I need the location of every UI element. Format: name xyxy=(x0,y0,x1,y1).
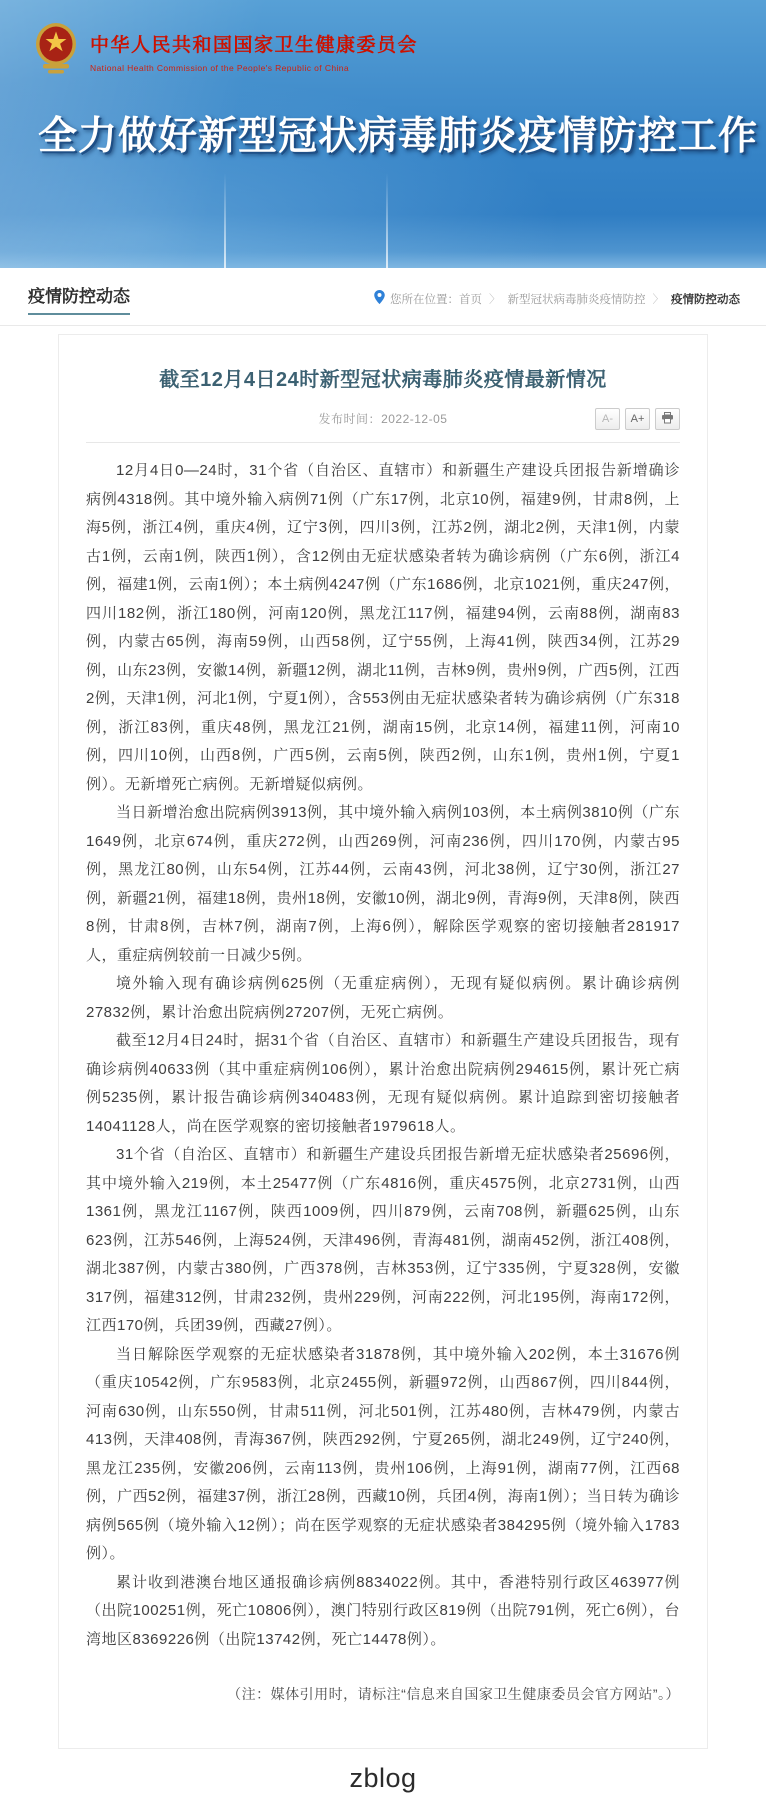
site-header xyxy=(0,0,766,81)
citation-note: （注：媒体引用时，请标注“信息来自国家卫生健康委员会官方网站”。） xyxy=(227,1686,680,1702)
article-toolbar xyxy=(595,408,680,430)
article-paragraph: 当日解除医学观察的无症状感染者31878例，其中境外输入202例，本土31676例（重庆10542例，广东9583例，北京2455例，新疆972例，山西867例，四川844例，河南630例，山东550例，甘肃511例，河北501例，江苏480例，吉林479例，内蒙古413例，天津408例，青海367例，陕西292例，宁夏265例，湖北249例，辽宁240例，黑龙江235例，安徽206例，云南113例，贵州106例，上海91例，湖南77例，江西68例，广西52例，福建37例，浙江28例，西藏10例，兵团4例，海南1例）；当日转为确诊病例565例（境外输入12例）；尚在医学观察的无症状感染者384295例（境外输入1783例）。 xyxy=(86,1345,680,1562)
breadcrumb-item-home[interactable]: 首页 xyxy=(459,293,482,306)
printer-icon xyxy=(661,412,674,427)
section-title: 疫情防控动态 xyxy=(28,282,130,315)
breadcrumb-item-current: 疫情防控动态 xyxy=(671,293,740,306)
article-title: 截至12月4日24时新型冠状病毒肺炎疫情最新情况 xyxy=(159,369,607,391)
breadcrumb-separator: 〉 xyxy=(489,293,501,306)
hero-banner xyxy=(0,0,766,268)
banner-slogan: 全力做好新型冠状病毒肺炎疫情防控工作 xyxy=(38,115,759,158)
site-title-en: National Health Commission of the People's Republic of China xyxy=(90,63,350,73)
article-paragraph: 累计收到港澳台地区通报确诊病例8834022例。其中，香港特别行政区463977例（出院100251例，死亡10806例），澳门特别行政区819例（出院791例，死亡6例），台湾地区8369226例（出院13742例，死亡14478例）。 xyxy=(86,1573,680,1648)
banner-light-streak xyxy=(224,173,226,268)
footer-text: zblog xyxy=(349,1763,417,1793)
banner-light-streak xyxy=(386,173,388,268)
breadcrumb-separator: 〉 xyxy=(652,293,664,306)
national-emblem-icon[interactable] xyxy=(34,22,78,81)
article-paragraph: 境外输入现有确诊病例625例（无重症病例），无现有疑似病例。累计确诊病例27832例，累计治愈出院病例27207例，无死亡病例。 xyxy=(86,975,680,1021)
site-title-cn: 中华人民共和国国家卫生健康委员会 xyxy=(90,35,419,56)
article-paragraph: 12月4日0—24时，31个省（自治区、直辖市）和新疆生产建设兵团报告新增确诊病例4318例。其中境外输入病例71例（广东17例，北京10例，福建9例，甘肃8例，上海5例，浙江4例，重庆4例，辽宁3例，四川3例，江苏2例，湖北2例，天津1例，内蒙古1例，云南1例，陕西1例），含12例由无症状感染者转为确诊病例（广东6例，浙江4例，福建1例，云南1例）；本土病例4247例（广东1686例，北京1021例，重庆247例，四川182例，浙江180例，河南120例，黑龙江117例，福建94例，云南88例，湖南83例，内蒙古65例，海南59例，山西58例，辽宁55例，上海41例，陕西34例，江苏29例，山东23例，安徽14例，新疆12例，湖北11例，吉林9例，贵州9例，广西5例，江西2例，天津1例，河北1例，宁夏1例），含553例由无症状感染者转为确诊病例（广东318例，浙江83例，重庆48例，黑龙江21例，湖南15例，北京14例，福建11例，河南10例，四川10例，山西8例，广西5例，云南5例，陕西2例，山东1例，贵州1例，宁夏1例）。无新增死亡病例。无新增疑似病例。 xyxy=(86,462,680,793)
article-meta-row xyxy=(86,410,680,443)
site-title-block xyxy=(90,30,418,73)
publish-time: 发布时间：2022-12-05 xyxy=(318,412,448,426)
article-paragraph: 当日新增治愈出院病例3913例，其中境外输入病例103例，本土病例3810例（广东1649例，北京674例，重庆272例，山西269例，河南236例，四川170例，内蒙古95例，黑龙江80例，山东54例，江苏44例，云南43例，河北38例，辽宁30例，浙江27例，新疆21例，福建18例，贵州18例，安徽10例，湖北9例，青海9例，天津8例，陕西8例，甘肃8例，吉林7例，湖南7例，上海6例），解除医学观察的密切接触者281917人，重症病例较前一日减少5例。 xyxy=(86,804,680,964)
breadcrumb xyxy=(374,290,740,307)
font-larger-button[interactable]: A+ xyxy=(625,408,650,430)
article-card xyxy=(58,334,708,1749)
article-paragraph: 31个省（自治区、直辖市）和新疆生产建设兵团报告新增无症状感染者25696例，其中境外输入219例，本土25477例（广东4816例，重庆4575例，北京2731例，山西1361例，黑龙江1167例，陕西1009例，四川879例，云南708例，新疆625例，山东623例，江苏546例，上海524例，天津496例，青海481例，湖南452例，浙江408例，湖北387例，内蒙古380例，广西378例，吉林353例，辽宁335例，宁夏328例，安徽317例，福建312例，甘肃232例，贵州229例，河南222例，河北195例，海南172例，江西170例，兵团39例，西藏27例）。 xyxy=(86,1146,680,1334)
breadcrumb-bar xyxy=(0,268,766,326)
page-footer xyxy=(0,1749,766,1800)
article-paragraph: 截至12月4日24时，据31个省（自治区、直辖市）和新疆生产建设兵团报告，现有确诊病例40633例（其中重症病例106例），累计治愈出院病例294615例，累计死亡病例5235例，累计报告确诊病例340483例，无现有疑似病例。累计追踪到密切接触者14041128人，尚在医学观察的密切接触者1979618人。 xyxy=(86,1032,680,1135)
print-button[interactable] xyxy=(655,408,680,430)
article-body xyxy=(86,457,680,1654)
location-pin-icon xyxy=(374,290,385,307)
font-smaller-button[interactable]: A- xyxy=(595,408,620,430)
breadcrumb-location-label: 您所在位置： xyxy=(390,293,459,306)
breadcrumb-item-covid-prevention[interactable]: 新型冠状病毒肺炎疫情防控 xyxy=(507,293,646,306)
